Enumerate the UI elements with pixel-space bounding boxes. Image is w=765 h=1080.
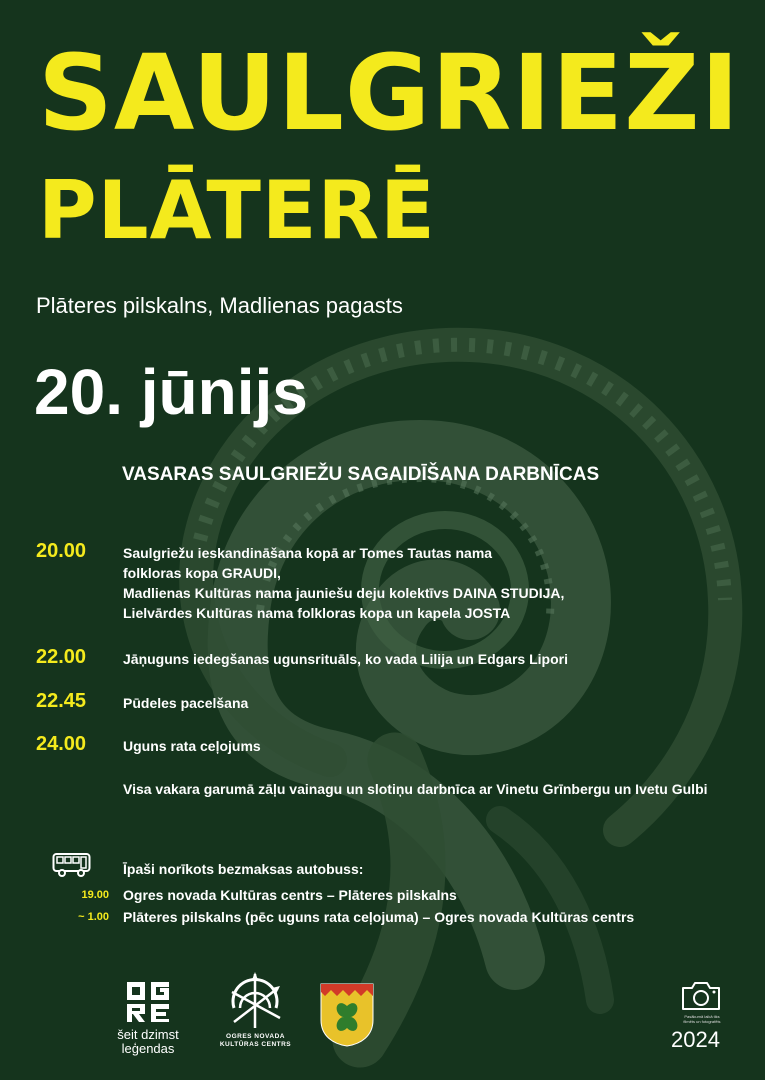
okc-text xyxy=(218,1033,293,1049)
event-description xyxy=(123,649,733,669)
bus-icon xyxy=(52,852,92,878)
ogre-logo xyxy=(103,980,193,1056)
okc-logo xyxy=(218,970,293,1050)
event-date: 20. jūnijs xyxy=(34,356,308,428)
program-heading: VASARAS SAULGRIEŽU SAGAIDĪŠANA DARBNĪCAS xyxy=(122,464,600,485)
event-line: Pūdeles pacelšana xyxy=(123,695,249,711)
event-line: folkloras kopa GRAUDI, xyxy=(123,565,281,581)
event-line: Lielvārdes Kultūras nama folkloras kopa un kapela JOSTA xyxy=(123,605,511,621)
event-line: Saulgriežu ieskandināšana kopā ar Tomes Tautas nama xyxy=(123,545,493,561)
photo-notice xyxy=(672,1014,732,1024)
event-line: Uguns rata ceļojums xyxy=(123,738,261,754)
route-text: Plāteres pilskalns (pēc uguns rata ceļojuma) – Ogres novada Kultūras centrs xyxy=(123,909,635,925)
route-time: ~ 1.00 xyxy=(78,911,109,923)
event-line: Jāņuguns iedegšanas ugunsrituāls, ko vada Lilija un Edgars Lipori xyxy=(123,651,568,667)
event-description xyxy=(123,736,733,756)
event-description xyxy=(123,543,733,623)
event-time: 20.00 xyxy=(36,540,87,562)
title-line-2: PLĀTERĒ xyxy=(38,164,436,257)
route-text: Ogres novada Kultūras centrs – Plāteres pilskalns xyxy=(123,887,457,903)
photo-notice-line: filmēts un fotografēts xyxy=(683,1019,721,1024)
event-time: 22.00 xyxy=(36,646,87,668)
location: Plāteres pilskalns, Madlienas pagasts xyxy=(36,293,403,318)
title-line-1: SAULGRIEŽI xyxy=(38,32,741,154)
event-time: 22.45 xyxy=(36,690,87,712)
camera-icon xyxy=(680,980,722,1012)
ogre-logo-mark xyxy=(125,980,171,1024)
ogre-caption-2: leģendas xyxy=(121,1041,175,1056)
okc-line: OGRES NOVADA xyxy=(226,1033,285,1040)
workshop-note: Visa vakara garumā zāļu vainagu un slotiņu darbnīca ar Vinetu Grīnbergu un Ivetu Gulbi xyxy=(123,781,708,797)
photo-notice-line: Pasākumā laikā tiks xyxy=(684,1014,720,1019)
okc-logo-mark xyxy=(218,970,293,1032)
ogre-caption-1: šeit dzimst xyxy=(117,1027,179,1042)
route-time: 19.00 xyxy=(81,889,109,901)
year: 2024 xyxy=(671,1027,720,1052)
bus-title: Īpaši norīkots bezmaksas autobuss: xyxy=(123,861,364,877)
event-line: Madlienas Kultūras nama jauniešu deju kolektīvs DAINA STUDIJA, xyxy=(123,585,565,601)
event-description xyxy=(123,693,733,713)
event-time: 24.00 xyxy=(36,733,87,755)
okc-line: KULTŪRAS CENTRS xyxy=(219,1041,292,1048)
municipal-crest xyxy=(319,982,375,1048)
